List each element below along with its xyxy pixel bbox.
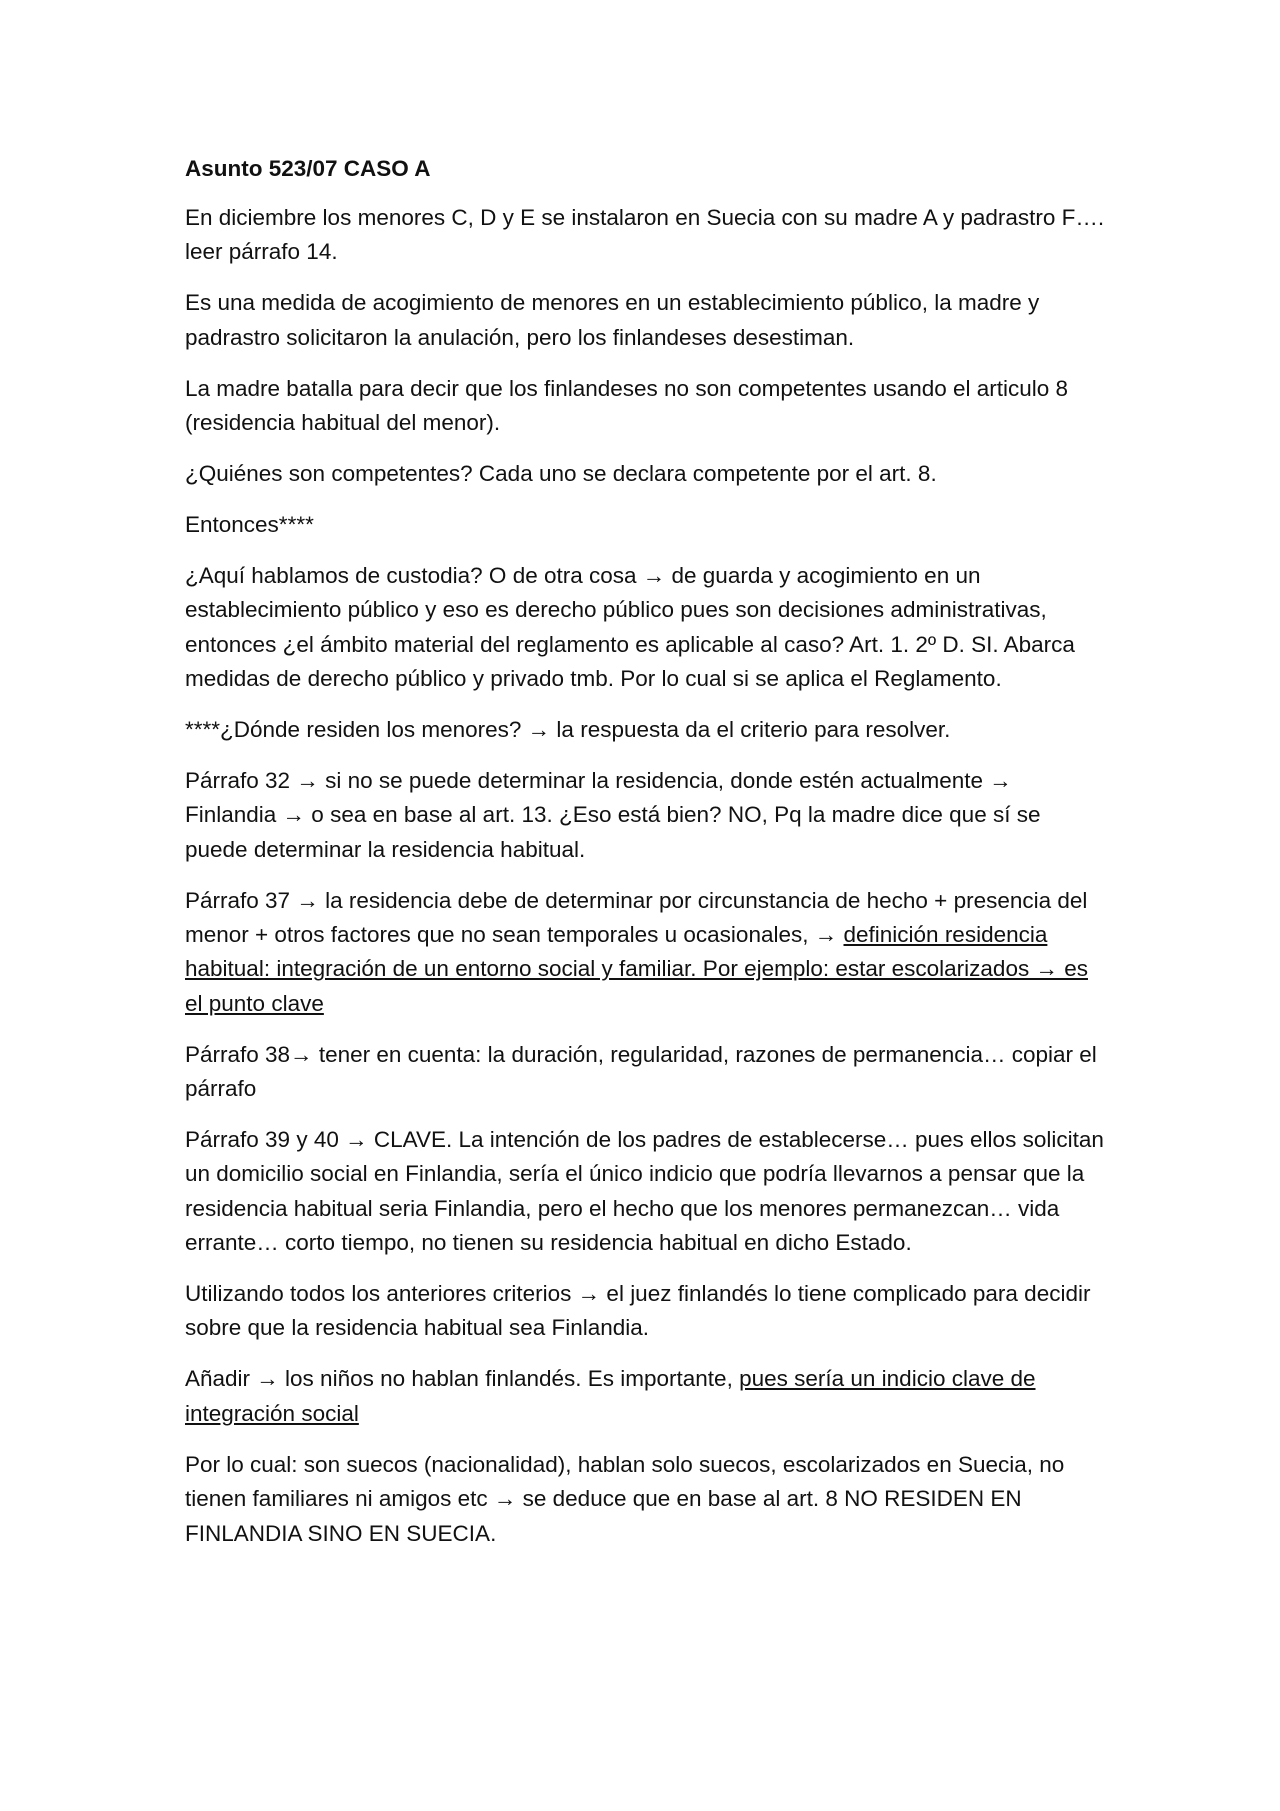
paragraph-text: Párrafo 39 y 40 → CLAVE. La intención de los padres de establecerse… pues ellos solicitan un domicilio social en Finlandia, sería el único indicio que podría llevarnos a pensar que la residencia habitual seria Finlandia, pero el hecho que los menores permanezcan… vida errante… corto tiempo, no tienen su residencia habitual en dicho Estado. (185, 1126, 1104, 1256)
paragraph (185, 713, 1105, 747)
paragraph (185, 884, 1105, 1022)
paragraph-text: Párrafo 32 → si no se puede determinar la residencia, donde estén actualmente → Finlandia → o sea en base al art. 13. ¿Eso está bien? NO, Pq la madre dice que sí se puede determinar la residencia habitual. (185, 767, 1041, 862)
paragraph (185, 508, 1105, 542)
paragraph-text: Párrafo 37 → la residencia debe de determinar por circunstancia de hecho + presencia del menor + otros factores que no sean temporales u ocasionales, → (185, 887, 1088, 947)
paragraph-text: ¿Aquí hablamos de custodia? O de otra cosa → de guarda y acogimiento en un establecimiento público y eso es derecho público pues son decisiones administrativas, entonces ¿el ámbito material del reglamento es aplicable al caso? Art. 1. 2º D. SI. Abarca medidas de derecho público y privado tmb. Por lo cual si se aplica el Reglamento. (185, 562, 1075, 691)
paragraph (185, 1362, 1105, 1431)
document-page (185, 152, 1105, 1567)
paragraph (185, 764, 1105, 867)
paragraph-text: Por lo cual: son suecos (nacionalidad), hablan solo suecos, escolarizados en Suecia, no tienen familiares ni amigos etc → se deduce que en base al art. 8 NO RESIDEN EN FINLANDIA SINO EN SUECIA. (185, 1451, 1065, 1546)
paragraph (185, 457, 1105, 491)
paragraph (185, 1123, 1105, 1261)
paragraph-text: ¿Quiénes son competentes? Cada uno se declara competente por el art. 8. (185, 460, 937, 486)
paragraph (185, 286, 1105, 355)
paragraph-text: Utilizando todos los anteriores criterios → el juez finlandés lo tiene complicado para decidir sobre que la residencia habitual sea Finlandia. (185, 1281, 1091, 1341)
paragraph (185, 201, 1105, 270)
paragraph (185, 1277, 1105, 1346)
paragraph-text: Párrafo 38→ tener en cuenta: la duración, regularidad, razones de permanencia… copiar el párrafo (185, 1041, 1097, 1102)
paragraph (185, 1038, 1105, 1107)
underlined-note: pues sería un indicio clave de integración social (185, 1366, 1036, 1426)
paragraph (185, 372, 1105, 441)
paragraph-list (185, 201, 1105, 1551)
paragraph-text: Entonces**** (185, 511, 314, 537)
paragraph (185, 1448, 1105, 1551)
underlined-definition: definición residencia habitual: integración de un entorno social y familiar. Por ejemplo: estar escolarizados → es el punto clave (185, 921, 1088, 1016)
paragraph-text: En diciembre los menores C, D y E se instalaron en Suecia con su madre A y padrastro F…. leer párrafo 14. (185, 205, 1105, 265)
paragraph-text: La madre batalla para decir que los finlandeses no son competentes usando el articulo 8 (residencia habitual del menor). (185, 375, 1069, 436)
paragraph-text: ****¿Dónde residen los menores? → la respuesta da el criterio para resolver. (185, 716, 951, 742)
paragraph-text: Es una medida de acogimiento de menores en un establecimiento público, la madre y padrastro solicitaron la anulación, pero los finlandeses desestiman. (185, 290, 1040, 350)
document-title: Asunto 523/07 CASO A (185, 156, 431, 181)
paragraph-text: Añadir → los niños no hablan finlandés. Es importante, (185, 1366, 740, 1392)
paragraph (185, 559, 1105, 697)
